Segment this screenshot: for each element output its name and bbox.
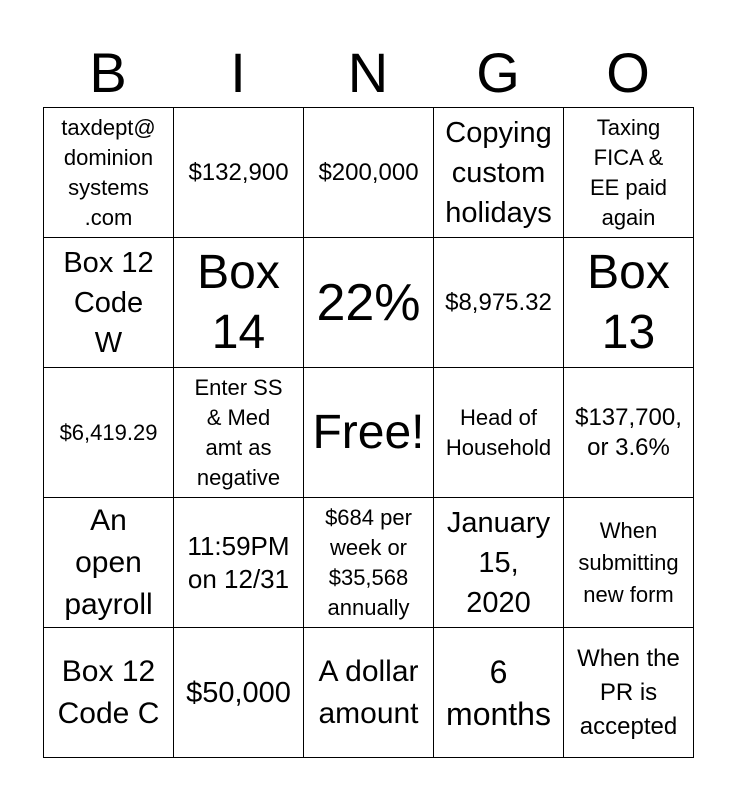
bingo-cell-r3c5[interactable]	[563, 367, 694, 498]
cell-text: Copying custom holidays	[445, 116, 552, 229]
cell-text: 11:59PM on 12/31	[187, 530, 290, 594]
cell-text: January 15, 2020	[446, 506, 551, 619]
bingo-cell-r3c2[interactable]	[173, 367, 304, 498]
bingo-cell-r5c4[interactable]	[433, 627, 564, 758]
header-letter-g: G	[476, 41, 520, 104]
header-letter-n: N	[347, 41, 389, 104]
header-letter-o: O	[606, 41, 650, 104]
header-letter-b: B	[89, 41, 127, 104]
bingo-cell-r3c1[interactable]	[43, 367, 174, 498]
cell-text: When submitting new form	[578, 517, 679, 607]
bingo-cell-r1c4[interactable]	[433, 107, 564, 238]
bingo-cell-r4c1[interactable]	[43, 497, 174, 628]
cell-text: Taxing FICA & EE paid again	[589, 114, 668, 230]
cell-text: Box 12 Code W	[63, 246, 154, 359]
bingo-cell-r5c5[interactable]	[563, 627, 694, 758]
bingo-header	[43, 40, 693, 106]
bingo-cell-r5c3[interactable]	[303, 627, 434, 758]
cell-text: $200,000	[318, 158, 419, 186]
cell-text: Free!	[312, 405, 425, 459]
cell-text: $6,419.29	[59, 419, 158, 445]
cell-text: Head of Household	[445, 404, 552, 460]
cell-text: $684 per week or $35,568 annually	[325, 504, 412, 620]
header-letter-i: I	[230, 41, 246, 104]
bingo-cell-r1c2[interactable]	[173, 107, 304, 238]
bingo-cell-r5c1[interactable]	[43, 627, 174, 758]
cell-text: 6 months	[446, 653, 551, 732]
bingo-cell-r2c3[interactable]	[303, 237, 434, 368]
bingo-cell-r4c3[interactable]	[303, 497, 434, 628]
bingo-cell-r2c4[interactable]	[433, 237, 564, 368]
bingo-cell-r4c2[interactable]	[173, 497, 304, 628]
cell-text: Box 12 Code C	[57, 654, 160, 730]
bingo-cell-r3c4[interactable]	[433, 367, 564, 498]
bingo-grid	[43, 107, 693, 757]
cell-text: When the PR is accepted	[577, 644, 680, 740]
bingo-cell-r5c2[interactable]	[173, 627, 304, 758]
cell-text: taxdept@ dominion systems .com	[61, 114, 156, 230]
bingo-cell-r1c3[interactable]	[303, 107, 434, 238]
cell-text: $8,975.32	[445, 288, 552, 316]
cell-text: An open payroll	[64, 503, 153, 621]
bingo-cell-free[interactable]	[303, 367, 434, 498]
bingo-cell-r1c5[interactable]	[563, 107, 694, 238]
cell-text: A dollar amount	[318, 654, 419, 730]
bingo-cell-r1c1[interactable]	[43, 107, 174, 238]
cell-text: Box 13	[587, 245, 670, 359]
bingo-cell-r2c2[interactable]	[173, 237, 304, 368]
cell-text: Enter SS & Med amt as negative	[194, 374, 283, 490]
bingo-cell-r4c4[interactable]	[433, 497, 564, 628]
cell-text: 22%	[316, 273, 421, 332]
bingo-cell-r2c1[interactable]	[43, 237, 174, 368]
bingo-cell-r2c5[interactable]	[563, 237, 694, 368]
bingo-cell-r4c5[interactable]	[563, 497, 694, 628]
cell-text: $137,700, or 3.6%	[575, 403, 682, 461]
cell-text: $50,000	[186, 676, 291, 709]
cell-text: Box 14	[197, 245, 280, 359]
cell-text: $132,900	[188, 158, 289, 186]
